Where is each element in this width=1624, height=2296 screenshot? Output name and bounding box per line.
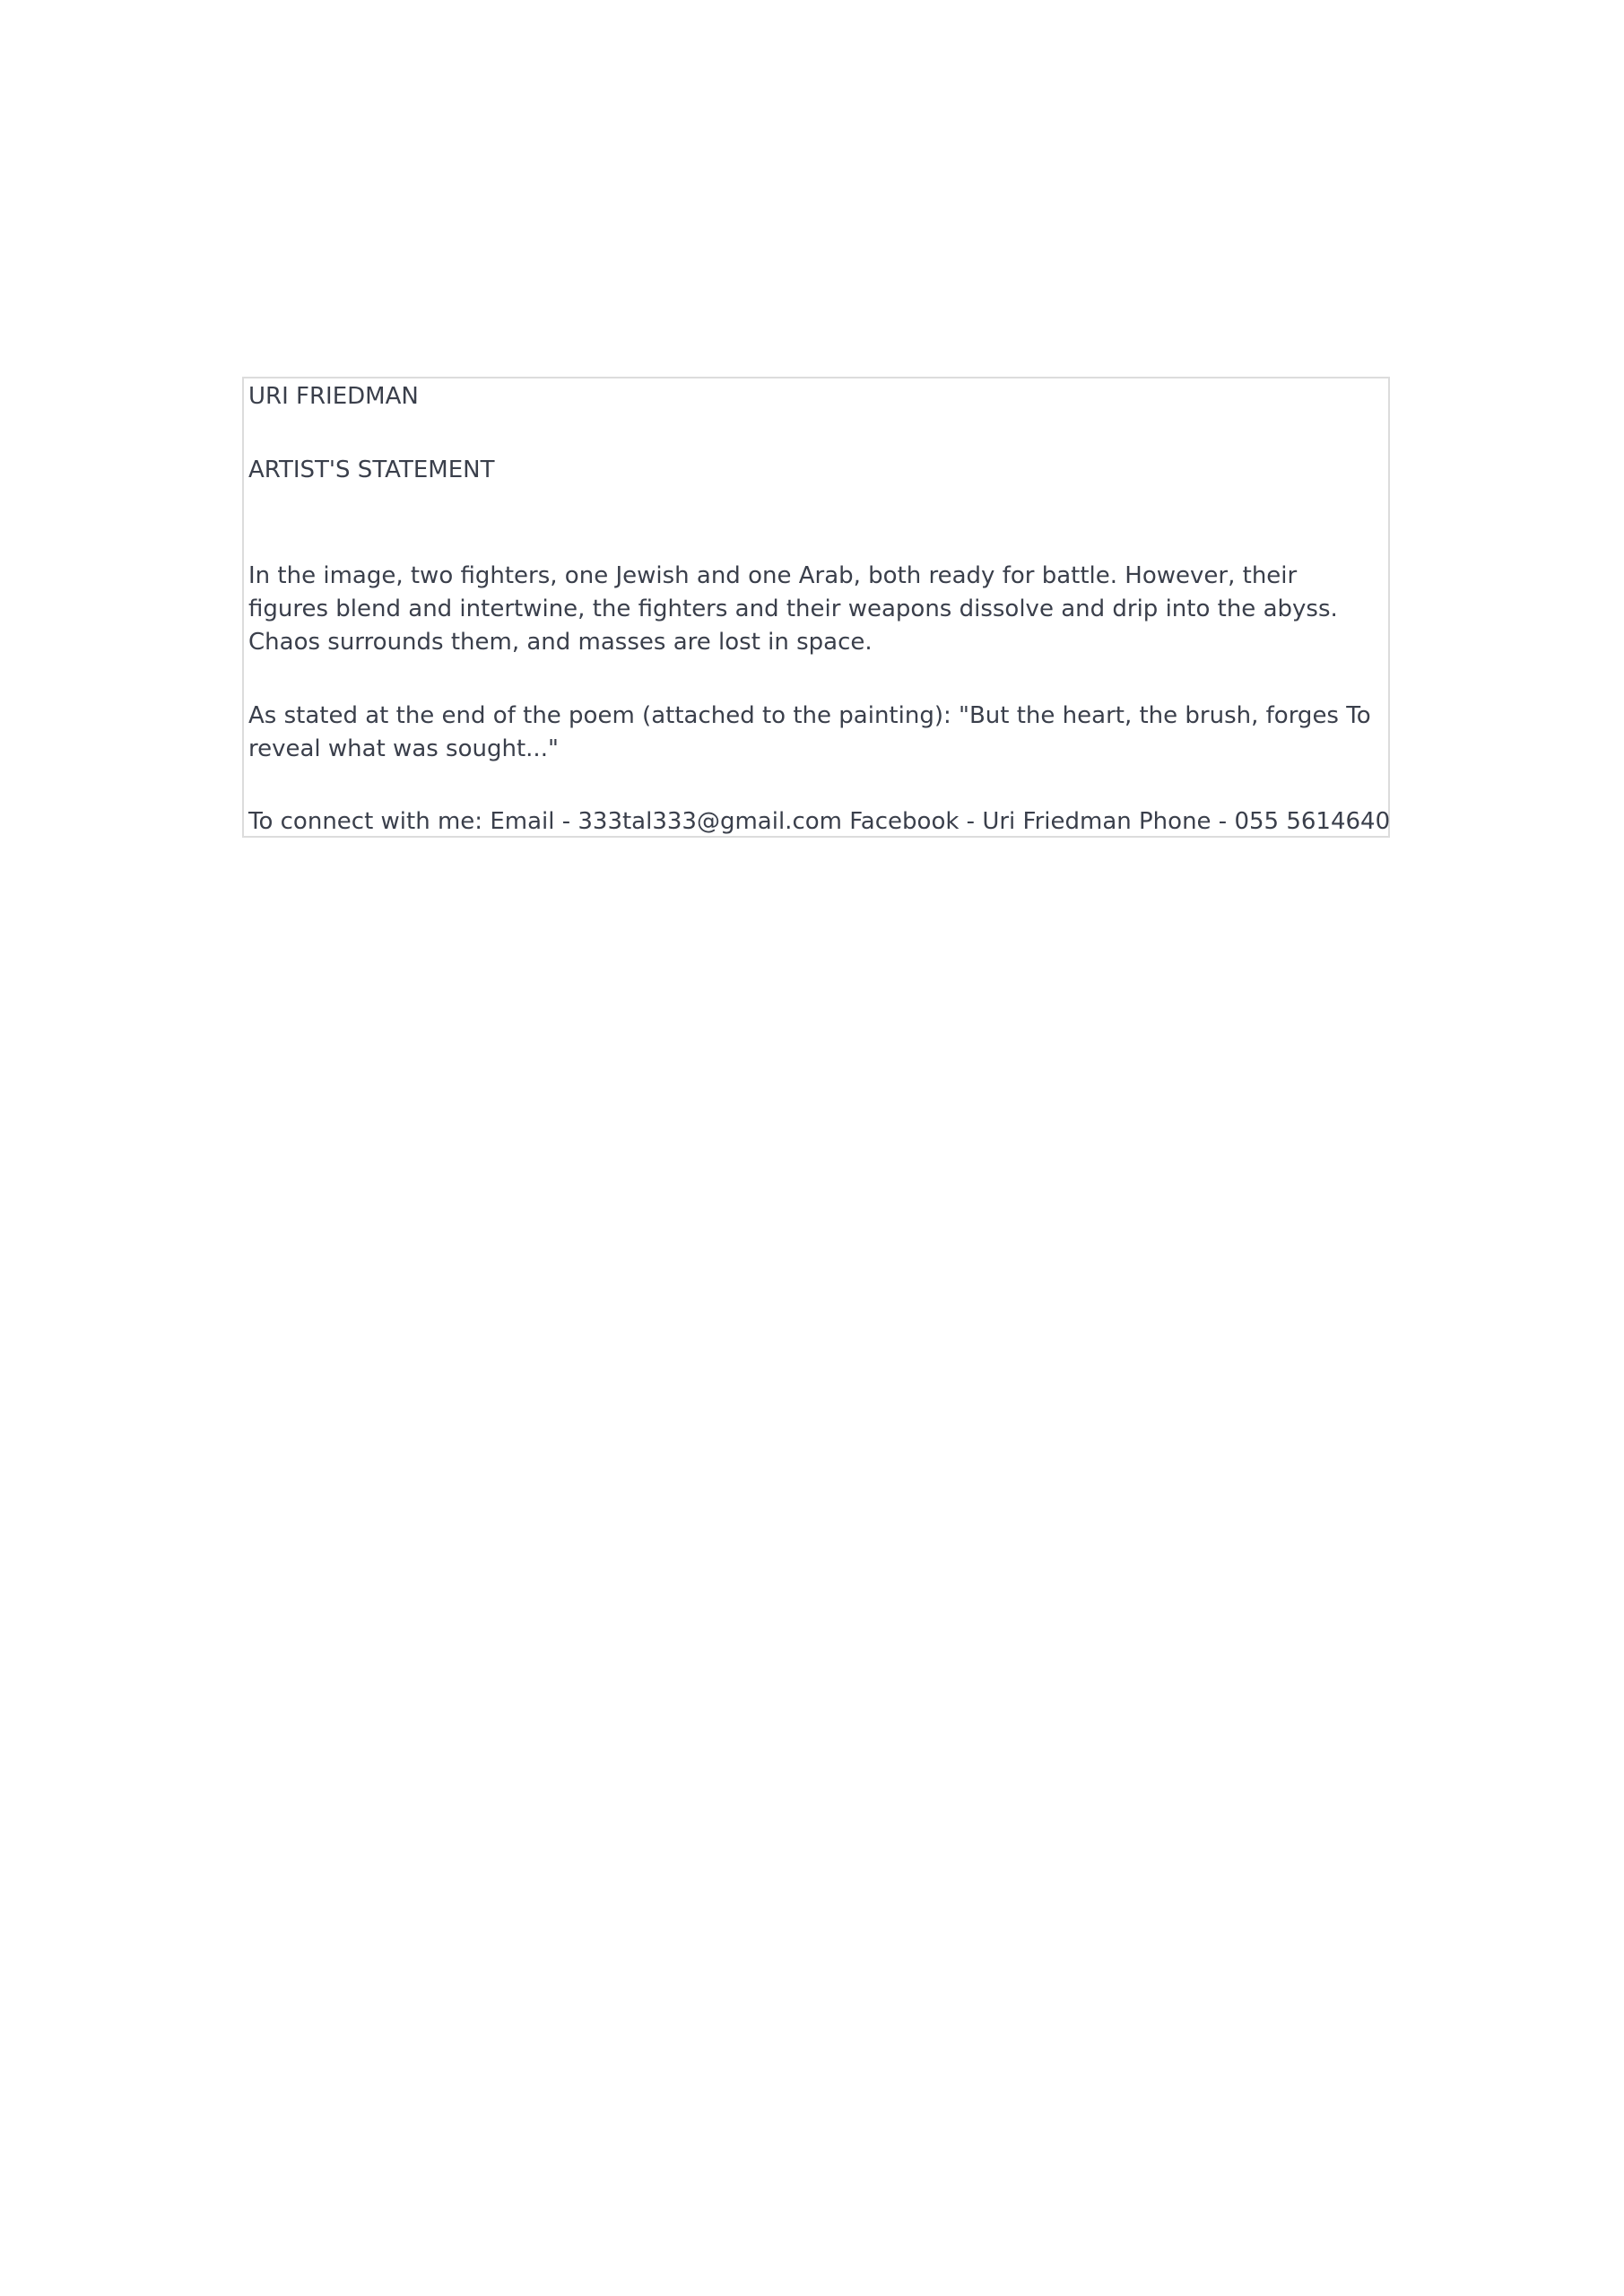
contact-info: To connect with me: Email - 333tal333@gmail.com Facebook - Uri Friedman Phone - 055 5614640 <box>248 808 1391 835</box>
artist-name: URI FRIEDMAN <box>248 383 419 410</box>
statement-paragraph-1: In the image, two fighters, one Jewish and one Arab, both ready for battle. However, their figures blend and intertwine, the fighters and their weapons dissolve and drip into the abyss. Chaos surrounds them, and masses are lost in space. <box>248 562 1338 656</box>
statement-heading: ARTIST'S STATEMENT <box>248 457 495 483</box>
statement-paragraph-2: As stated at the end of the poem (attached to the painting): "But the heart, the brush, forges To reveal what was sought..." <box>248 702 1371 762</box>
statement-box <box>242 377 1390 838</box>
